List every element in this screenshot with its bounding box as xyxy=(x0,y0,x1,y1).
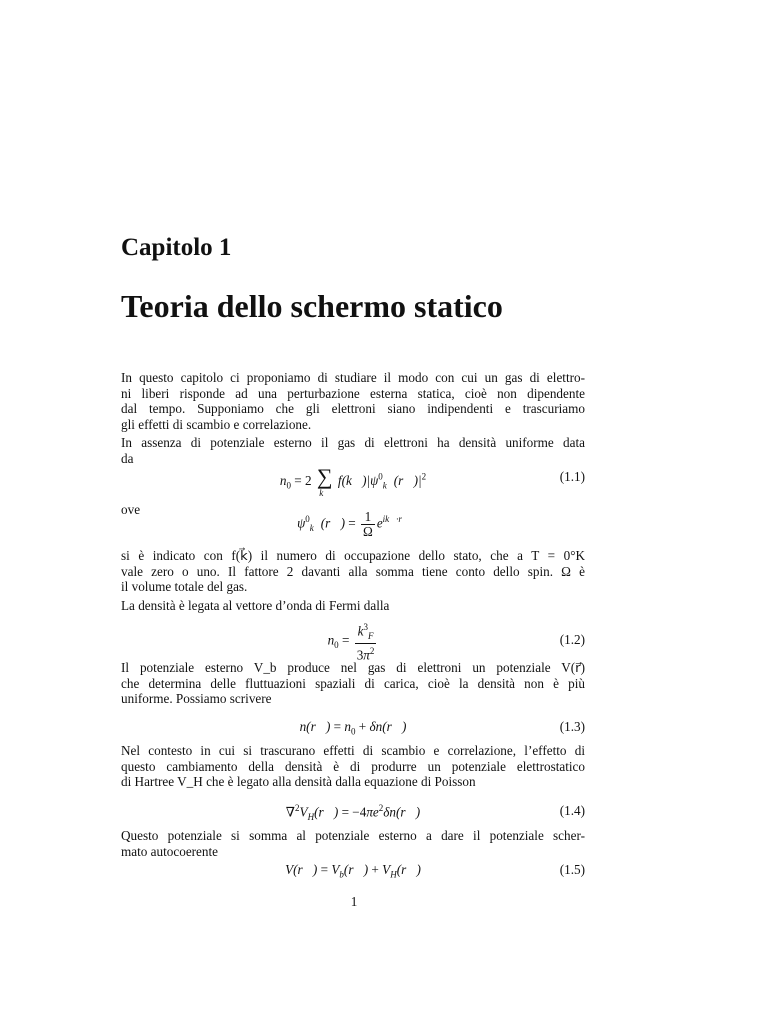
paragraph-hartree xyxy=(121,743,585,790)
equation-1-5 xyxy=(121,862,585,882)
text-line: si è indicato con f(k⃗) il numero di occupazione dello stato, che a T = 0°K xyxy=(121,548,585,563)
page-number: 1 xyxy=(350,894,358,909)
text-line: dal tempo. Supponiamo che gli elettroni siano indipendenti e trascuriamo xyxy=(121,401,585,417)
text-line: vale zero o uno. Il fattore 2 davanti alla somma tiene conto dello spin. Ω è xyxy=(121,563,585,579)
text-line: questo cambiamento della densità è di produrre un potenziale elettrostatico xyxy=(121,758,585,774)
chapter-title: Teoria dello schermo statico xyxy=(121,288,503,324)
paragraph-occupation xyxy=(121,548,585,595)
text-line: Questo potenziale si somma al potenziale esterno a dare il potenziale scher- xyxy=(121,828,585,843)
paragraph-fermi xyxy=(121,598,585,614)
paragraph-density xyxy=(121,435,585,466)
equation-body: n(r⃗) = $n_0$ + δn(r⃗) xyxy=(299,719,407,737)
equation-1-4 xyxy=(121,803,585,823)
text-line: Nel contesto in cui si trascurano effetti di scambio e correlazione, l’effetto di xyxy=(121,743,585,758)
chapter-label: Capitolo 1 xyxy=(121,234,232,261)
text-line: ni liberi risponde ad una perturbazione esterna statica, cioè non dipendente xyxy=(121,385,585,401)
equation-number: (1.5) xyxy=(559,862,585,877)
equation-1-1 xyxy=(121,466,585,506)
equation-body: $\nabla^2V_H(r⃗)$ = $-4\pi e^2\delta n(r⃗)$ xyxy=(285,803,421,823)
text-line: che determina delle fluttuazioni spaziali di carica, cioè la densità non è più xyxy=(121,675,585,691)
text-line: uniforme. Possiamo scrivere xyxy=(121,691,272,707)
equation-number: (1.3) xyxy=(559,719,585,734)
paragraph-intro xyxy=(121,370,585,432)
paragraph-external-potential xyxy=(121,660,585,707)
text-line: di Hartree V_H che è legato alla densità dalla equazione di Poisson xyxy=(121,774,476,790)
text-line: La densità è legata al vettore d’onda di Fermi dalla xyxy=(121,598,390,613)
equation-number: (1.2) xyxy=(559,632,585,647)
text-line: In questo capitolo ci proponiamo di studiare il modo con cui un gas di elettro- xyxy=(121,370,585,385)
equation-1-2 xyxy=(121,620,585,663)
fraction: $\frac{1}{\Omega}$ xyxy=(363,509,373,539)
equation-body: $n_0 = 2$ ∑ k⃗ $f(k⃗)|\psi^0_{k⃗}(r⃗)|^2$ xyxy=(279,464,427,498)
equation-1-3 xyxy=(121,719,585,739)
fraction: $\frac{k^3_F}{3\pi^2}$ xyxy=(356,622,375,663)
summation-symbol: ∑ k⃗ xyxy=(316,464,333,498)
equation-number: (1.4) xyxy=(559,803,585,818)
text-line: In assenza di potenziale esterno il gas di elettroni ha densità uniforme data xyxy=(121,435,585,450)
equation-wavefunction xyxy=(121,510,585,546)
text-line: gli effetti di scambio e correlazione. xyxy=(121,416,312,432)
text-line: Il potenziale esterno V_b produce nel gas di elettroni un potenziale V(r⃗) xyxy=(121,660,585,675)
text-line: mato autocoerente xyxy=(121,843,219,859)
text-line: il volume totale del gas. xyxy=(121,579,248,595)
equation-body: $\psi^0_{k⃗}(r⃗)$ = $\frac{1}{\Omega}$ $e^{ik⃗\cdot r⃗}$ xyxy=(297,509,409,539)
equation-body: $n_0$ = $\frac{k^3_F}{3\pi^2}$ xyxy=(327,622,375,663)
text-line: da xyxy=(121,450,134,466)
equation-body: V(r⃗) = $V_b(r⃗)$ + $V_H(r⃗)$ xyxy=(285,862,421,880)
paragraph-screened xyxy=(121,828,585,859)
text-line: ove xyxy=(121,502,141,517)
equation-number: (1.1) xyxy=(559,469,585,484)
